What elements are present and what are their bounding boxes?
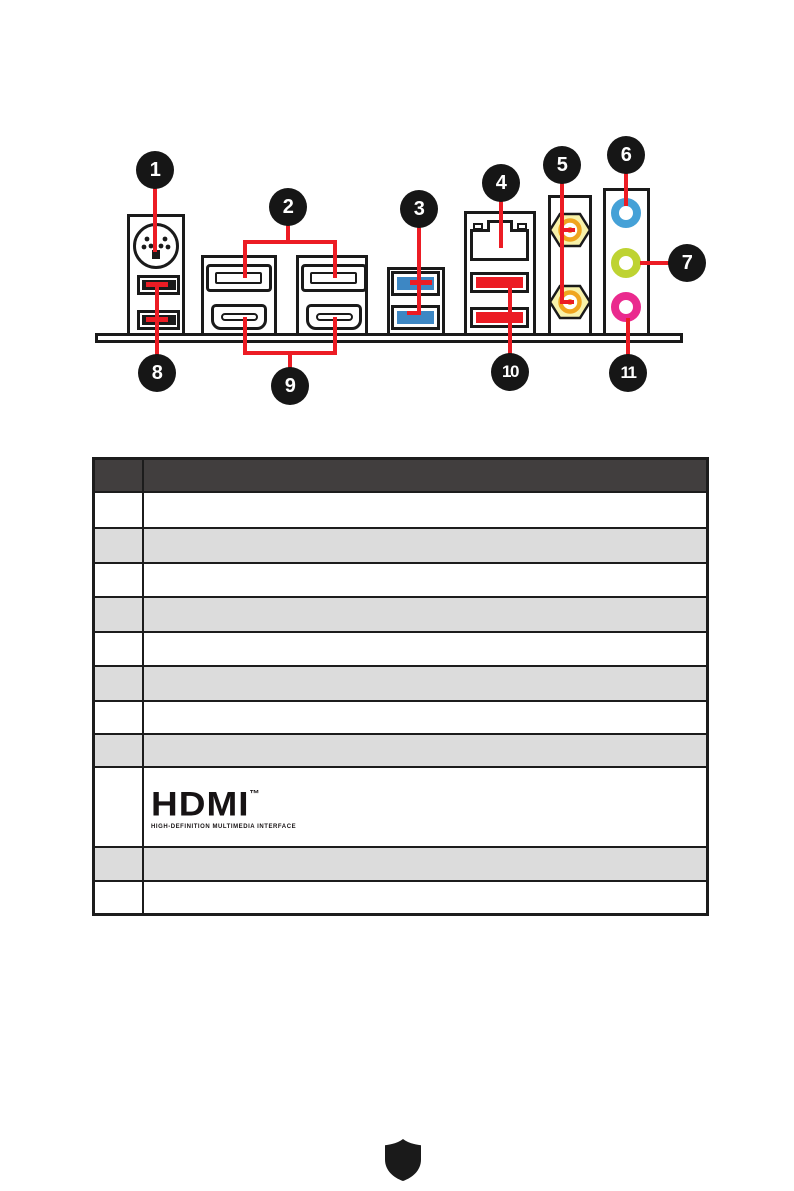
table-row bbox=[95, 733, 706, 766]
leader-line-2-va bbox=[243, 240, 247, 278]
table-row bbox=[95, 527, 706, 562]
table-row-hdmi bbox=[95, 766, 706, 846]
lan-led-left bbox=[473, 223, 483, 230]
hdmi-logo-text: HDMI bbox=[151, 785, 250, 823]
callout-4: 4 bbox=[482, 164, 520, 202]
callout-5: 5 bbox=[543, 146, 581, 184]
hdmi-logo-caption: HIGH-DEFINITION MULTIMEDIA INTERFACE bbox=[151, 824, 297, 830]
leader-line-10 bbox=[508, 281, 512, 355]
leader-line-2-h bbox=[243, 240, 337, 244]
table-row bbox=[95, 631, 706, 665]
row-number-cell bbox=[95, 702, 144, 733]
row-desc-cell bbox=[144, 493, 706, 527]
row-desc-cell bbox=[144, 633, 706, 665]
callout-1: 1 bbox=[136, 151, 174, 189]
table-row bbox=[95, 880, 706, 913]
row-desc-cell bbox=[144, 564, 706, 596]
table-row bbox=[95, 596, 706, 631]
callout-3: 3 bbox=[400, 190, 438, 228]
row-desc-cell bbox=[144, 667, 706, 700]
ports-table bbox=[92, 457, 709, 916]
leader-line-9-vb bbox=[333, 317, 337, 355]
row-number-cell bbox=[95, 529, 144, 562]
table-row bbox=[95, 491, 706, 527]
msi-shield-icon bbox=[385, 1139, 421, 1181]
leader-line-5-elbow bbox=[560, 300, 574, 304]
table-row bbox=[95, 665, 706, 700]
callout-2: 2 bbox=[269, 188, 307, 226]
table-row bbox=[95, 846, 706, 880]
leader-line-8-dash-2 bbox=[146, 317, 168, 322]
hdmi-port-1-slot bbox=[221, 313, 258, 321]
row-number-cell bbox=[95, 667, 144, 700]
row-number-cell bbox=[95, 735, 144, 766]
hdmi-logo bbox=[144, 784, 296, 830]
row-desc-cell bbox=[144, 848, 706, 880]
table-row bbox=[95, 562, 706, 596]
row-number-cell bbox=[95, 633, 144, 665]
row-number-cell bbox=[95, 882, 144, 913]
row-desc-cell bbox=[144, 702, 706, 733]
leader-line-8-dash-1 bbox=[146, 282, 168, 287]
leader-line-5 bbox=[560, 172, 564, 304]
usb-red-port-2-tongue bbox=[476, 312, 523, 323]
callout-7: 7 bbox=[668, 244, 706, 282]
row-desc-cell bbox=[144, 598, 706, 631]
callout-8: 8 bbox=[138, 354, 176, 392]
leader-line-10-elbow bbox=[497, 281, 510, 285]
row-desc-cell bbox=[144, 529, 706, 562]
row-number-cell bbox=[95, 768, 144, 846]
leader-line-9-va bbox=[243, 317, 247, 355]
callout-6: 6 bbox=[607, 136, 645, 174]
leader-line-11 bbox=[626, 318, 630, 356]
leader-line-3-elbow bbox=[407, 311, 421, 315]
lan-led-right bbox=[517, 223, 527, 230]
callout-10: 10 bbox=[491, 353, 529, 391]
leader-line-3 bbox=[417, 216, 421, 315]
row-desc-cell bbox=[144, 735, 706, 766]
table-header-description bbox=[144, 460, 706, 491]
row-number-cell bbox=[95, 493, 144, 527]
audio-jack-line-out bbox=[611, 248, 641, 278]
displayport-1-slot bbox=[215, 272, 262, 284]
leader-line-3-dash bbox=[410, 280, 432, 285]
table-row bbox=[95, 700, 706, 733]
callout-9: 9 bbox=[271, 367, 309, 405]
table-header-number bbox=[95, 460, 144, 491]
row-desc-cell bbox=[144, 768, 706, 846]
row-number-cell bbox=[95, 564, 144, 596]
callout-11: 11 bbox=[609, 354, 647, 392]
row-desc-cell bbox=[144, 882, 706, 913]
table-header-row bbox=[95, 460, 706, 491]
leader-line-5-dash bbox=[563, 228, 575, 232]
row-number-cell bbox=[95, 848, 144, 880]
row-number-cell bbox=[95, 598, 144, 631]
hdmi-tm-mark: ™ bbox=[249, 789, 260, 800]
leader-line-2-vb bbox=[333, 240, 337, 278]
